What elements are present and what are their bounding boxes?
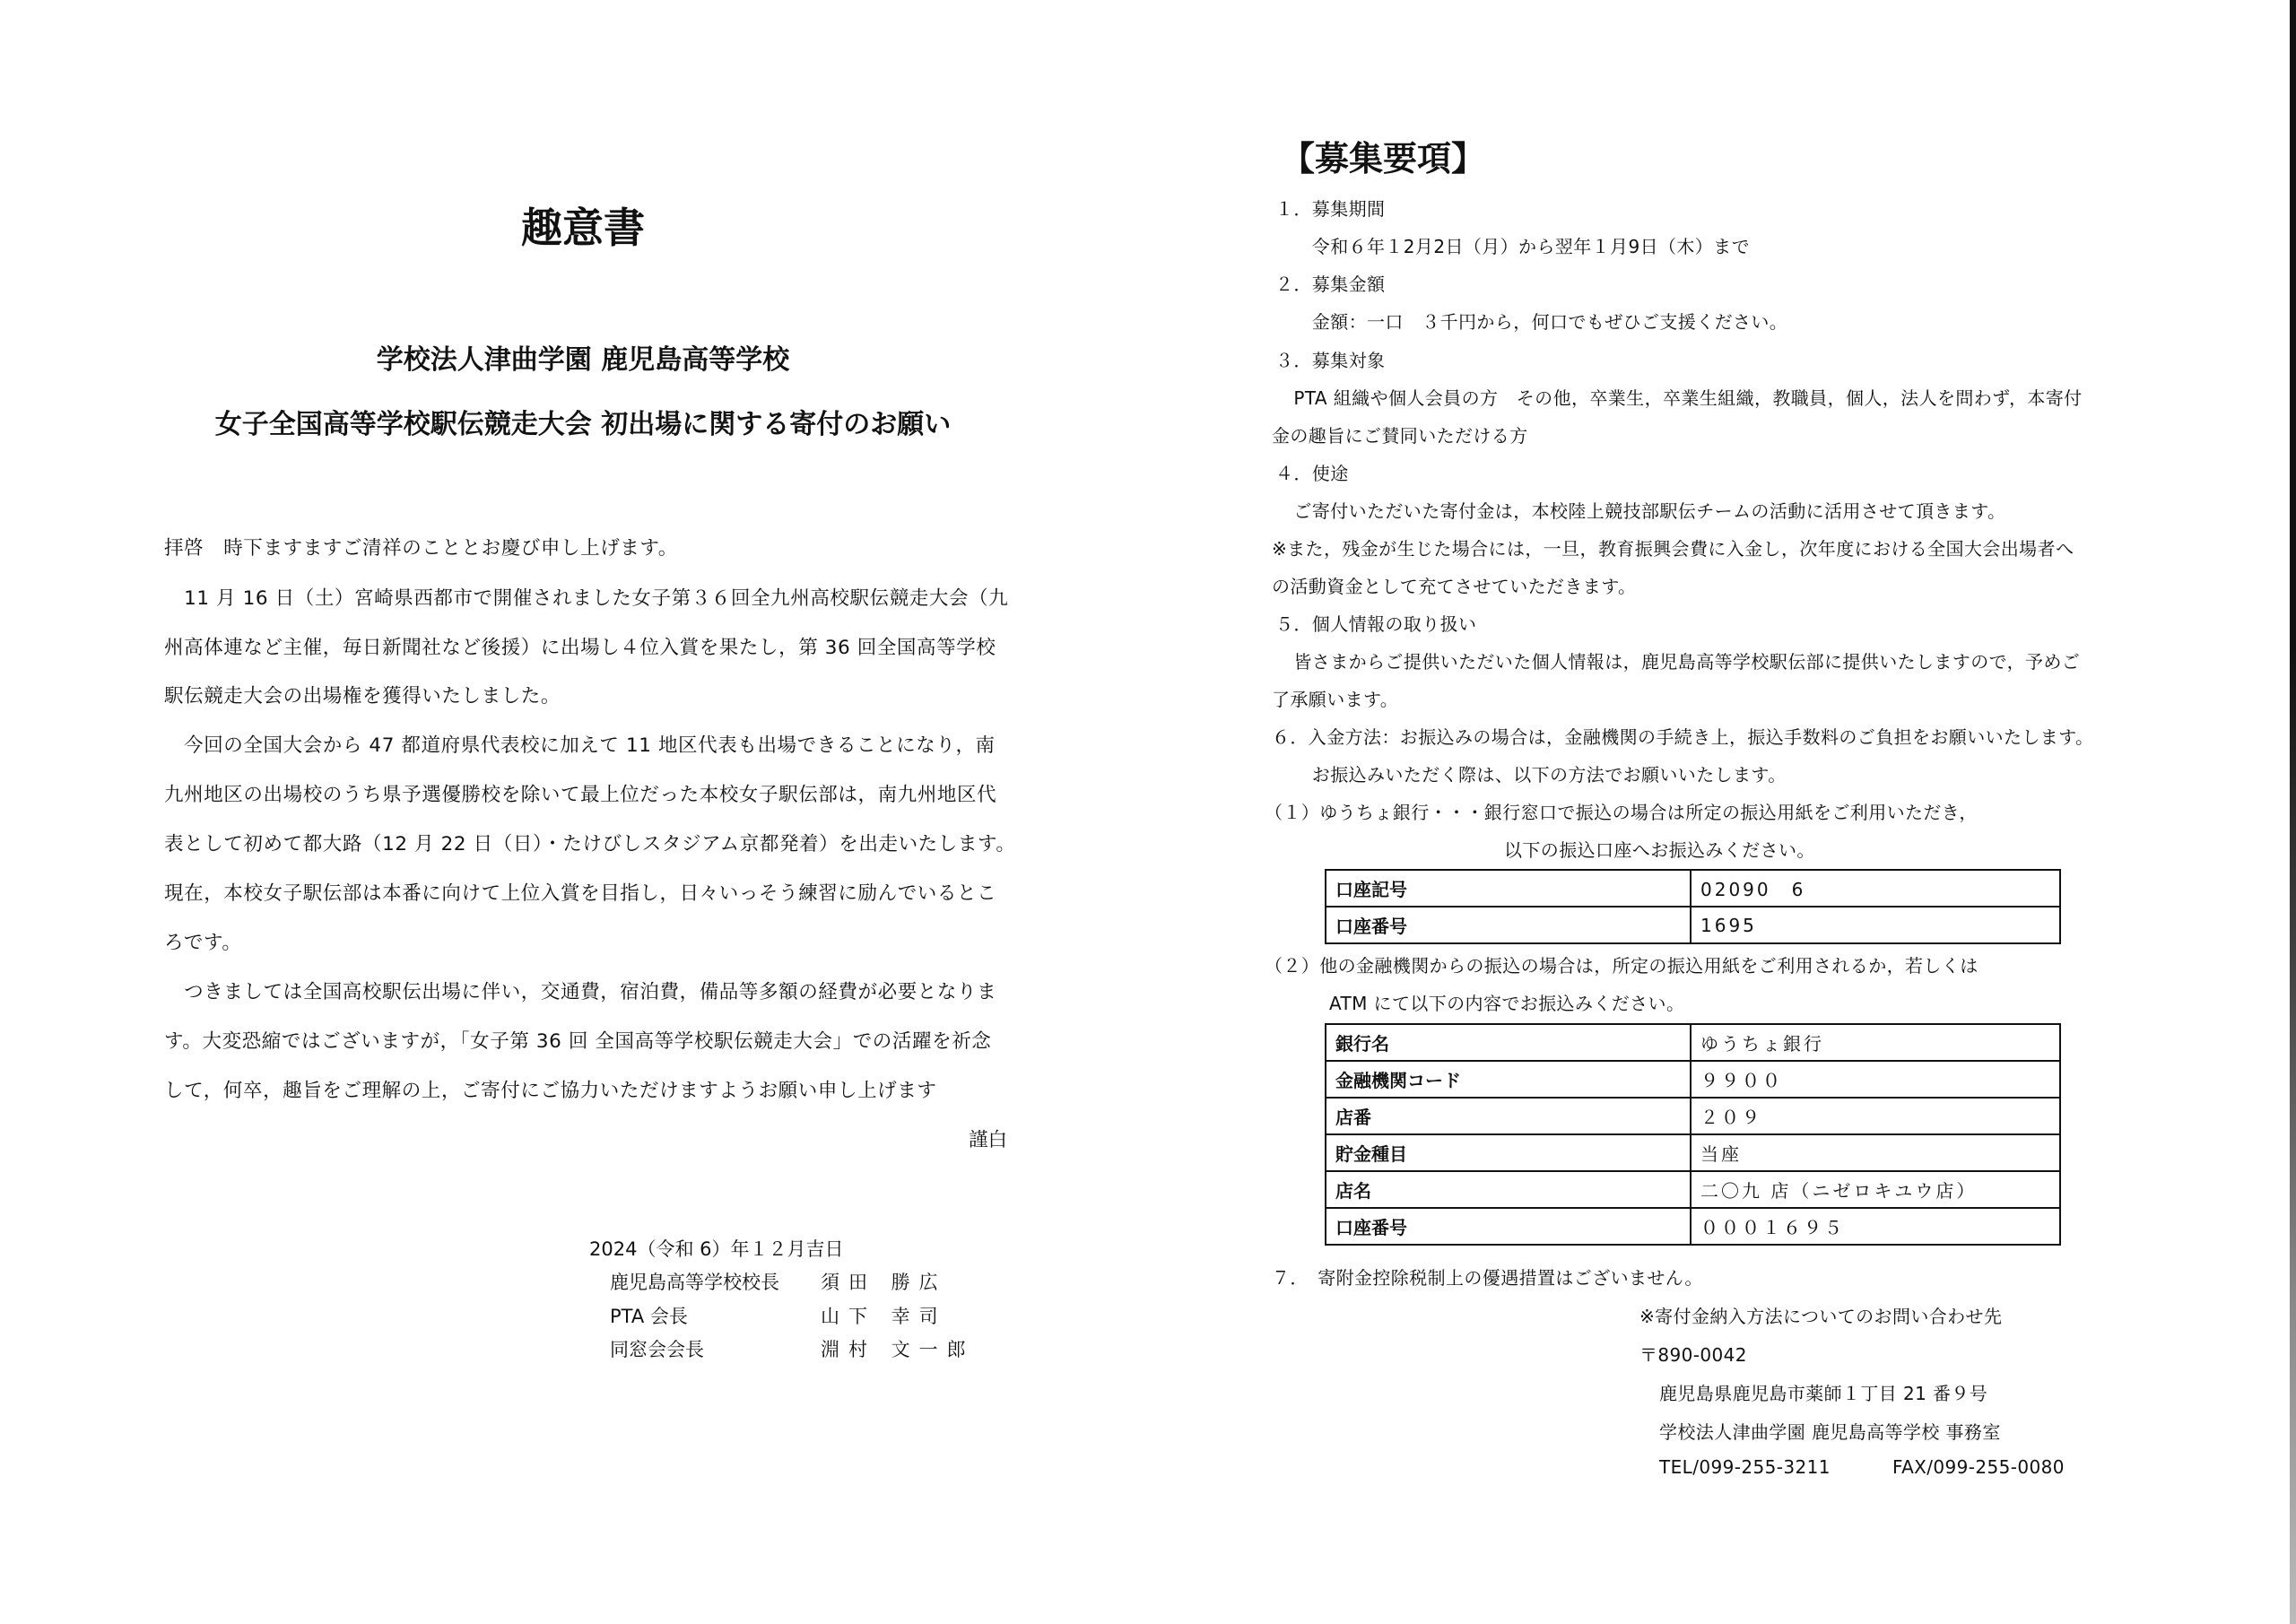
table-key: 口座番号 [1326, 1208, 1691, 1245]
guideline-line: の活動資金として充てさせていただきます。 [1272, 576, 1637, 597]
guideline-line: ご寄付いただいた寄付金は，本校陸上競技部駅伝チームの活動に活用させて頂きます。 [1275, 500, 2006, 522]
guideline-line: 令和６年１2月2日（月）から翌年１月9日（木）まで [1275, 236, 1750, 257]
guideline-line: ４．使途 [1275, 463, 1349, 484]
table-key: 口座番号 [1326, 907, 1691, 943]
letter-body-line: 現在，本校女子駅伝部は本番に向けて上位入賞を目指し，日々いっそう練習に励んでいるとこ [164, 882, 997, 905]
signatory-name: 山下 幸司 [821, 1306, 947, 1327]
letter-title: 趣意書 [521, 204, 645, 252]
contact-heading: ※寄付金納入方法についてのお問い合わせ先 [1639, 1306, 2003, 1327]
table-key: 貯金種目 [1326, 1134, 1691, 1171]
contact-postal-code: 〒890-0042 [1639, 1344, 1747, 1366]
letter-body-line: 表として初めて都大路（12 月 22 日（日）・たけびしスタジアム京都発着）を出走いたします。 [164, 833, 1016, 855]
table-value: 当座 [1691, 1134, 2060, 1171]
letter-closing: 謹白 [968, 1129, 1007, 1151]
contact-fax: FAX/099-255-0080 [1892, 1456, 2065, 1478]
table-value: ９９００ [1691, 1061, 2060, 1098]
guideline-line: PTA 組織や個人会員の方 その他，卒業生，卒業生組織，教職員，個人，法人を問わず，本寄付 [1275, 387, 2083, 409]
signatory-name: 須田 勝広 [821, 1272, 947, 1293]
signatory-row [0, 1268, 1166, 1295]
table-row [1326, 1061, 2060, 1098]
letter-body-line: 州高体連など主催，毎日新聞社など後援）に出場し４位入賞を果たし，第 36 回全国高等学校 [164, 637, 996, 659]
table-value: ゆうちょ銀行 [1691, 1024, 2060, 1061]
signatory-row [0, 1302, 1166, 1329]
table-row [1326, 907, 2060, 943]
table-value: 1695 [1691, 907, 2060, 943]
signatory-role: 鹿児島高等学校校長 [610, 1272, 779, 1293]
guideline-line: ATM にて以下の内容でお振込みください。 [1329, 993, 1685, 1014]
letter-body-line: 九州地区の出場校のうち県予選優勝校を除いて最上位だった本校女子駅伝部は，南九州地区代 [164, 784, 997, 806]
table-value: 02090 6 [1691, 870, 2060, 907]
table-row [1326, 1208, 2060, 1245]
letter-body-line: つきましては全国高校駅伝出場に伴い，交通費，宿泊費，備品等多額の経費が必要となりま [164, 981, 997, 1003]
table-value: ０００１６９５ [1691, 1208, 2060, 1245]
signatory-role: PTA 会長 [610, 1306, 688, 1327]
guideline-line: ２．募集金額 [1275, 274, 1386, 295]
postal-account-table [1325, 869, 2061, 944]
contact-address: 鹿児島県鹿児島市薬師１丁目 21 番９号 [1659, 1383, 1988, 1404]
guideline-line: １．募集期間 [1275, 198, 1386, 220]
bank-transfer-table [1325, 1023, 2061, 1246]
table-row [1326, 1134, 2060, 1171]
letter-body-line: 11 月 16 日（土）宮崎県西都市で開催されました女子第３６回全九州高校駅伝競走大会（九 [164, 587, 1009, 610]
table-row [1326, 1024, 2060, 1061]
guideline-line: ※また，残金が生じた場合には，一旦，教育振興会費に入金し，次年度における全国大会出場者へ [1272, 538, 2074, 560]
signatory-name: 淵村 文一郎 [821, 1339, 975, 1360]
guideline-line: ５．個人情報の取り扱い [1275, 613, 1477, 635]
table-row [1326, 1098, 2060, 1134]
table-row [1326, 870, 2060, 907]
table-key: 口座記号 [1326, 870, 1691, 907]
letter-body-line: 拝啓 時下ますますご清祥のこととお慶び申し上げます。 [164, 537, 678, 560]
guideline-line: お振込みいただく際は、以下の方法でお願いいたします。 [1275, 764, 1787, 786]
letter-subtitle-org: 学校法人津曲学園 鹿児島高等学校 [376, 344, 790, 376]
table-key: 店番 [1326, 1098, 1691, 1134]
table-value: 二〇九 店（ニゼロキユウ店） [1691, 1171, 2060, 1208]
signatory-row [0, 1335, 1166, 1362]
guideline-line: ６．入金方法：お振込みの場合は，金融機関の手続き上，振込手数料のご負担をお願いいたします。 [1272, 726, 2094, 748]
letter-body-line: して，何卒，趣旨をご理解の上，ご寄付にご協力いただけますようお願い申し上げます [164, 1080, 937, 1102]
guideline-line: 了承願います。 [1272, 689, 1399, 710]
guideline-line: 金の趣旨にご賛同いただける方 [1272, 425, 1528, 447]
guidelines-heading: 【募集要項】 [1281, 139, 1486, 178]
guideline-line: 金額：一口 ３千円から，何口でもぜひご支援ください。 [1275, 311, 1788, 333]
table-row [1326, 1171, 2060, 1208]
signatory-role: 同窓会会長 [610, 1339, 704, 1360]
guideline-item-7: ７． 寄附金控除税制上の優遇措置はございません。 [1272, 1267, 1703, 1289]
letter-body-line: 今回の全国大会から 47 都道府県代表校に加えて 11 地区代表も出場できることになり，南 [164, 734, 996, 757]
letter-subtitle-request: 女子全国高等学校駅伝競走大会 初出場に関する寄付のお願い [214, 409, 952, 440]
guideline-line: （１）ゆうちょ銀行・・・銀行窓口で振込の場合は所定の振込用紙をご利用いただき， [1265, 802, 1978, 823]
table-key: 店名 [1326, 1171, 1691, 1208]
contact-office: 学校法人津曲学園 鹿児島高等学校 事務室 [1659, 1421, 2001, 1443]
table-key: 金融機関コード [1326, 1061, 1691, 1098]
letter-body-line: ろです。 [164, 932, 242, 954]
guideline-line: 皆さまからご提供いただいた個人情報は，鹿児島高等学校駅伝部に提供いたしますので，予めご [1275, 651, 2081, 673]
guideline-line: 以下の振込口座へお振込みください。 [1504, 839, 1815, 861]
letter-body-line: 駅伝競走大会の出場権を獲得いたしました。 [164, 685, 561, 708]
scan-edge-border [2290, 0, 2296, 1624]
letter-body-line: す。大変恐縮ではございますが，「女子第 36 回 全国高等学校駅伝競走大会」での活躍を祈念 [164, 1030, 992, 1053]
guideline-line: ３．募集対象 [1275, 350, 1386, 371]
letter-date: 2024（令和 6）年１２月吉日 [589, 1238, 844, 1260]
table-value: ２０９ [1691, 1098, 2060, 1134]
contact-tel: TEL/099-255-3211 [1659, 1456, 1831, 1478]
guideline-line: （２）他の金融機関からの振込の場合は，所定の振込用紙をご利用されるか，若しくは [1265, 955, 1979, 977]
table-key: 銀行名 [1326, 1024, 1691, 1061]
